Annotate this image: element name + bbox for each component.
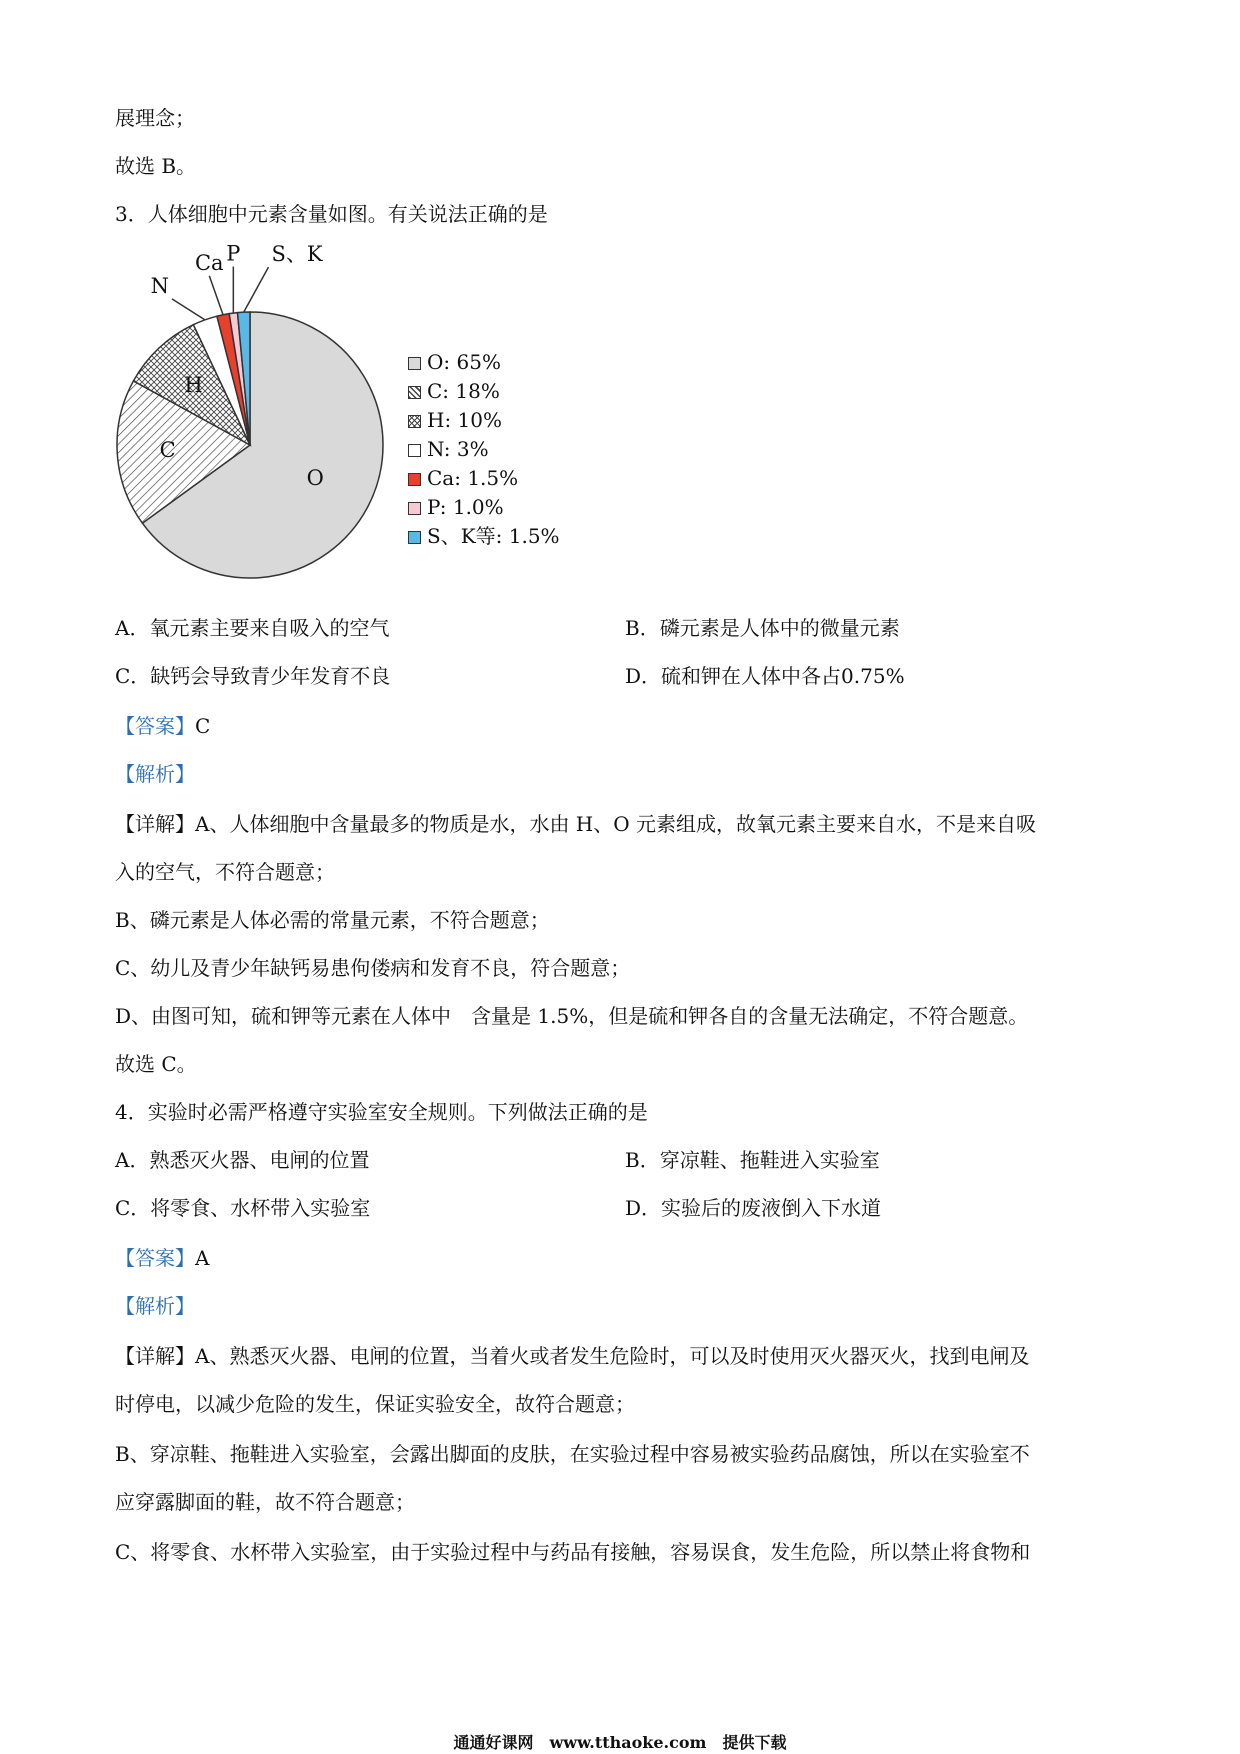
q3-detail-line: D、由图可知，硫和钾等元素在人体中 含量是 1.5%，但是硫和钾各自的含量无法确定，不符合题意。 bbox=[115, 1004, 1029, 1028]
legend-swatch bbox=[408, 502, 421, 515]
q3-option-a: A．氧元素主要来自吸入的空气 bbox=[115, 616, 390, 640]
q3-answer bbox=[115, 712, 210, 740]
footer-watermark: 通通好课网 www.tthaoke.com 提供下载 bbox=[453, 1733, 787, 1752]
q3-detail-line: 故选 C。 bbox=[115, 1052, 197, 1076]
legend-swatch bbox=[408, 357, 421, 370]
legend-item bbox=[408, 408, 502, 432]
answer-label: 【答案】 bbox=[115, 1246, 195, 1270]
text-line: 故选 B。 bbox=[115, 154, 197, 178]
q3-detail-line bbox=[115, 810, 1036, 838]
legend-item bbox=[408, 524, 560, 548]
analysis-label: 【解析】 bbox=[115, 1294, 195, 1318]
q3-option-c: C．缺钙会导致青少年发育不良 bbox=[115, 664, 391, 688]
q4-answer bbox=[115, 1244, 209, 1272]
legend-item bbox=[408, 379, 500, 403]
legend-swatch bbox=[408, 444, 421, 457]
detail-text: A、熟悉灭火器、电闸的位置，当着火或者发生危险时，可以及时使用灭火器灭火，找到电闸及 bbox=[195, 1344, 1030, 1368]
q4-detail-line: 应穿露脚面的鞋，故不符合题意； bbox=[115, 1490, 415, 1514]
q3-detail-line: 入的空气，不符合题意； bbox=[115, 860, 335, 884]
legend-swatch bbox=[408, 415, 421, 428]
q3-option-b: B．磷元素是人体中的微量元素 bbox=[625, 616, 900, 640]
answer-value: C bbox=[195, 714, 211, 738]
text-line: 展理念； bbox=[115, 106, 195, 130]
q4-detail-line bbox=[115, 1342, 1029, 1370]
pie-leader-line bbox=[209, 276, 223, 315]
answer-label: 【答案】 bbox=[115, 714, 195, 738]
legend-item bbox=[408, 437, 489, 461]
pie-leader-line bbox=[172, 299, 205, 320]
legend-swatch bbox=[408, 531, 421, 544]
q4-option-c: C．将零食、水杯带入实验室 bbox=[115, 1196, 371, 1220]
q3-detail-line: B、磷元素是人体必需的常量元素，不符合题意； bbox=[115, 908, 550, 932]
legend-label: N: 3% bbox=[427, 437, 489, 461]
legend-label: O: 65% bbox=[427, 350, 501, 374]
legend-label: S、K等: 1.5% bbox=[427, 524, 560, 548]
q3-option-d: D．硫和钾在人体中各占0.75% bbox=[625, 664, 905, 688]
legend-item bbox=[408, 495, 504, 519]
q4-option-a: A．熟悉灭火器、电闸的位置 bbox=[115, 1148, 370, 1172]
pie-label-N: N bbox=[150, 273, 169, 298]
legend-item bbox=[408, 350, 501, 374]
detail-label: 【详解】 bbox=[115, 812, 195, 836]
pie-label-C: C bbox=[159, 438, 176, 463]
pie-leader-line bbox=[244, 267, 269, 312]
detail-text: A、人体细胞中含量最多的物质是水，水由 H、O 元素组成，故氧元素主要来自水，不是来自吸 bbox=[195, 812, 1036, 836]
pie-label-O: O bbox=[306, 466, 324, 491]
legend-label: C: 18% bbox=[427, 379, 500, 403]
legend-label: P: 1.0% bbox=[427, 495, 504, 519]
q4-detail-line: 时停电，以减少危险的发生，保证实验安全，故符合题意； bbox=[115, 1392, 635, 1416]
question-3-stem: 3．人体细胞中元素含量如图。有关说法正确的是 bbox=[115, 202, 548, 226]
legend-swatch bbox=[408, 473, 421, 486]
detail-label: 【详解】 bbox=[115, 1344, 195, 1368]
legend-item bbox=[408, 466, 518, 490]
pie-label-H: H bbox=[184, 372, 203, 397]
legend-label: Ca: 1.5% bbox=[427, 466, 519, 490]
question-4-stem: 4．实验时必需严格遵守实验室安全规则。下列做法正确的是 bbox=[115, 1100, 648, 1124]
pie-label-P: P bbox=[226, 241, 241, 266]
q4-detail-line: B、穿凉鞋、拖鞋进入实验室，会露出脚面的皮肤，在实验过程中容易被实验药品腐蚀，所以在实验室不 bbox=[115, 1442, 1030, 1466]
pie-label-Ca: Ca bbox=[194, 250, 224, 275]
q3-detail-line: C、幼儿及青少年缺钙易患佝偻病和发育不良，符合题意； bbox=[115, 956, 631, 980]
q4-option-d: D．实验后的废液倒入下水道 bbox=[625, 1196, 882, 1220]
q4-detail-line: C、将零食、水杯带入实验室，由于实验过程中与药品有接触，容易误食，发生危险，所以禁止将食物和 bbox=[115, 1540, 1031, 1564]
q4-analysis-label bbox=[115, 1292, 195, 1320]
analysis-label: 【解析】 bbox=[115, 762, 195, 786]
pie-label-S、K: S、K bbox=[271, 242, 323, 267]
q3-analysis-label bbox=[115, 760, 195, 788]
legend-label: H: 10% bbox=[427, 408, 502, 432]
q4-option-b: B．穿凉鞋、拖鞋进入实验室 bbox=[625, 1148, 880, 1172]
legend-swatch bbox=[408, 386, 421, 399]
answer-value: A bbox=[195, 1246, 210, 1270]
